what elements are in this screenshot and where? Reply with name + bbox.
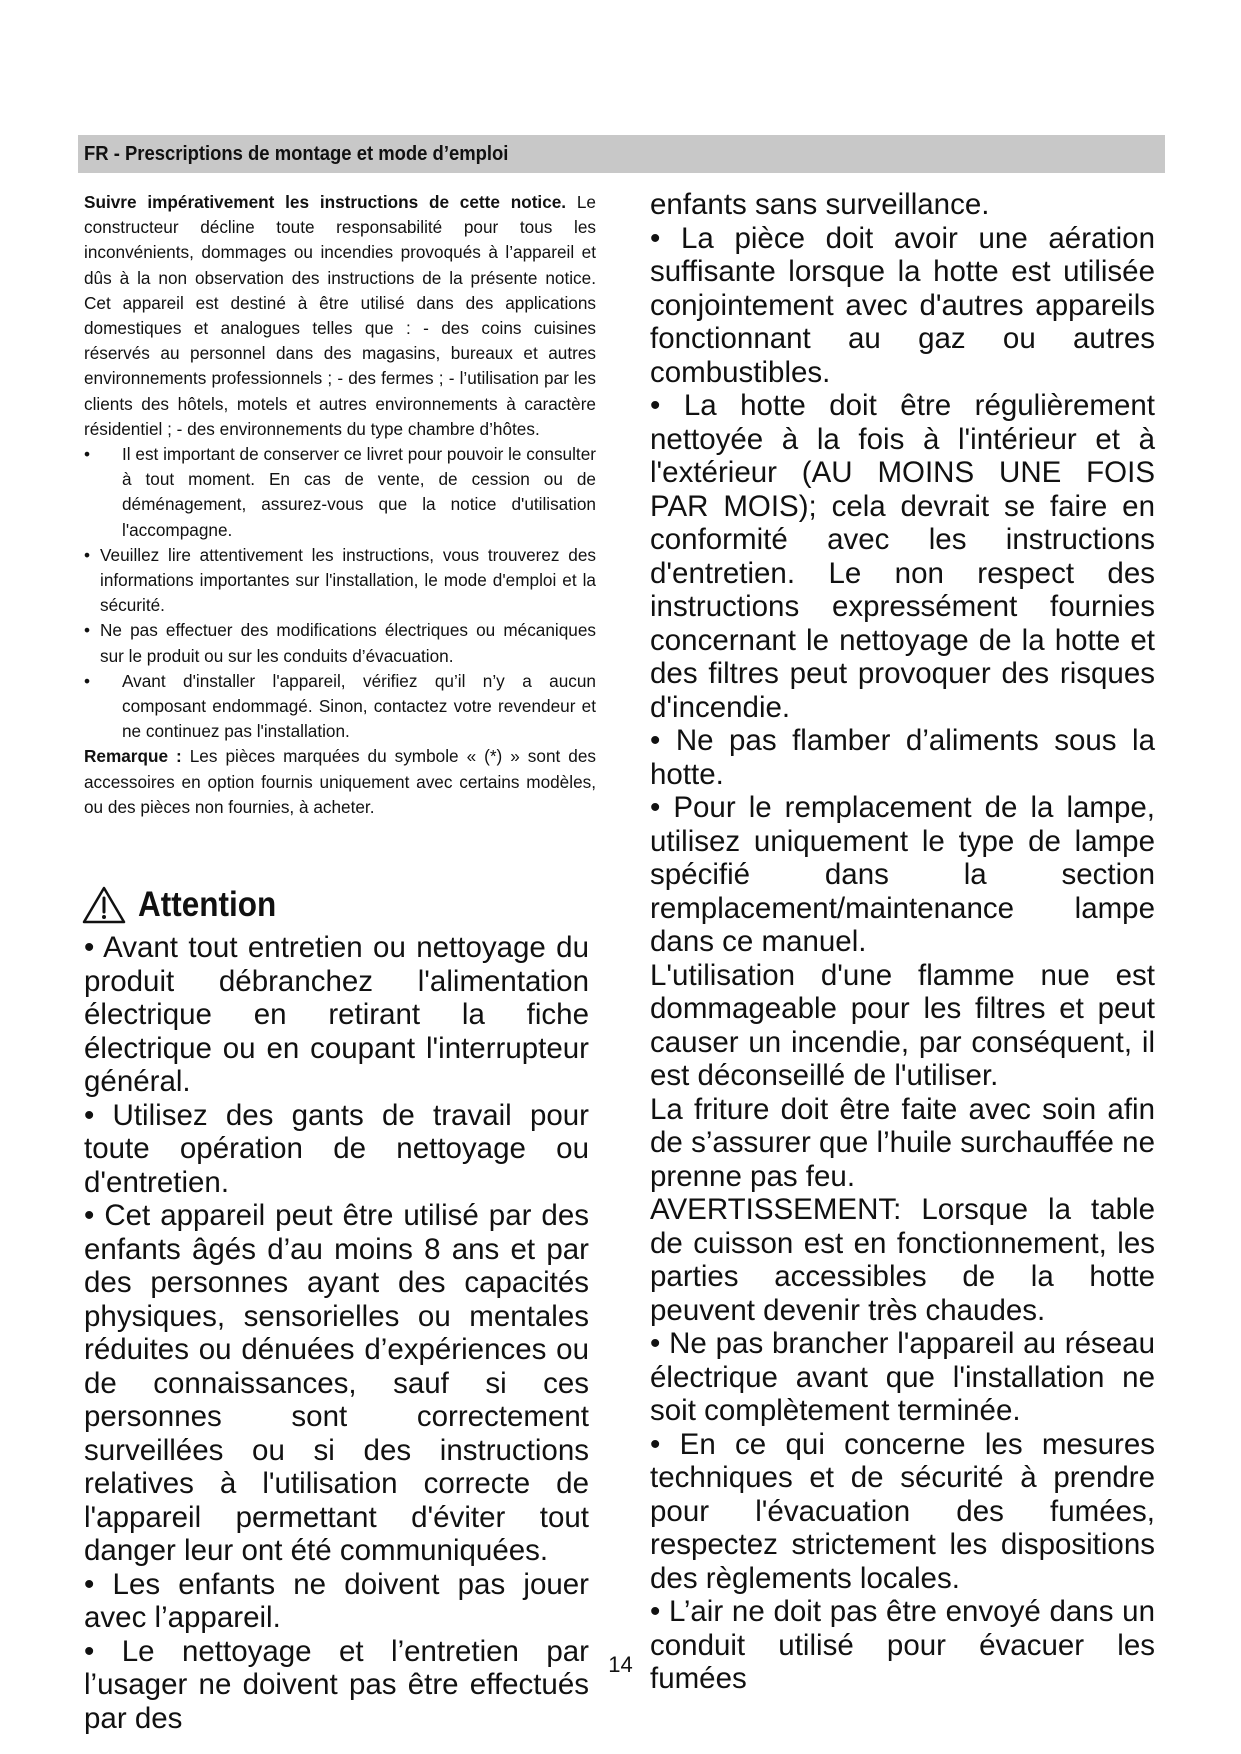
attention-paragraph: • Pour le remplacement de la lampe, utilisez uniquement le type de lampe spécifié dans la section remplacement/maintenance lampe dans ce manuel.	[650, 791, 1155, 958]
bullet-item	[84, 442, 596, 543]
bullet-mark: •	[84, 670, 91, 691]
bullet-mark: •	[84, 620, 91, 641]
bullet-item	[84, 543, 596, 619]
attention-paragraph: • Ne pas flamber d’aliments sous la hotte.	[650, 724, 1155, 791]
attention-paragraph: enfants sans surveillance.	[650, 188, 990, 221]
intro-text: Le constructeur décline toute responsabilité pour tous les inconvénients, dommages ou incendies provoqués à l’appareil et dûs à la non observation des instructions de la présente notice. Cet appareil est destiné à être utilisé dans des applications domestiques et analogues telles que : - des coins cuisines réservés au personnel dans des magasins, bureaux et autres environnements professionnels ; - des fermes ; - l’utilisation par les clients des hôtels, motels et autres environnements à caractère résidentiel ; - des environnements du type chambre d’hôtes.	[84, 192, 596, 439]
remark-label: Remarque :	[84, 746, 182, 767]
remark-paragraph	[84, 744, 596, 820]
attention-paragraph: • Cet appareil peut être utilisé par des enfants âgés d’au moins 8 ans et par des personnes ayant des capacités physiques, sensorielles ou mentales réduites ou dénuées d’expériences ou de connaissances, sauf si ces personnes sont correctement surveillées ou si des instructions relatives à l'utilisation correcte de l'appareil permettant d'éviter tout danger leur ont été communiquées.	[84, 1199, 589, 1567]
attention-paragraph: AVERTISSEMENT: Lorsque la table de cuisson est en fonctionnement, les parties accessibles de la hotte peuvent devenir très chaudes.	[650, 1193, 1155, 1327]
attention-paragraph: • Les enfants ne doivent pas jouer avec l’appareil.	[84, 1567, 589, 1634]
attention-paragraph: L'utilisation d'une flamme nue est dommageable pour les filtres et peut causer un incendie, par conséquent, il est déconseillé de l'utiliser.	[650, 958, 1155, 1092]
attention-paragraph: • En ce qui concerne les mesures techniques et de sécurité à prendre pour l'évacuation des fumées, respectez strictement les dispositions des règlements locales.	[650, 1427, 1155, 1595]
bullet-mark: •	[84, 544, 91, 565]
bullet-text: Avant d'installer l'appareil, vérifiez qu’il n’y a aucun composant endommagé. Sinon, contactez votre revendeur et ne continuez pas l'installation.	[122, 670, 596, 742]
bullet-mark: •	[84, 444, 91, 465]
section-title: FR - Prescriptions de montage et mode d’emploi	[84, 142, 509, 165]
attention-paragraph: • La hotte doit être régulièrement nettoyée à la fois à l'intérieur et à l'extérieur (AU MOINS UNE FOIS PAR MOIS); cela devrait se faire en conformité avec les instructions d'entretien. Le non respect des instructions expressément fournies concernant le nettoyage de la hotte et des filtres peut provoquer des risques d'incendie.	[650, 389, 1155, 724]
attention-title: Attention	[138, 885, 277, 924]
intro-column	[84, 190, 596, 820]
intro-bold: Suivre impérativement les instructions de cette notice.	[84, 192, 567, 212]
attention-paragraph: La friture doit être faite avec soin afin de s’assurer que l’huile surchauffée ne prenne pas feu.	[650, 1092, 1155, 1193]
attention-paragraph: • La pièce doit avoir une aération suffisante lorsque la hotte est utilisée conjointement avec d'autres appareils fonctionnant au gaz ou autres combustibles.	[650, 221, 1155, 389]
page-number: 14	[608, 1652, 633, 1677]
attention-paragraph: • Ne pas brancher l'appareil au réseau électrique avant que l'installation ne soit complètement terminée.	[650, 1327, 1155, 1427]
remark-text: Les pièces marquées du symbole « (*) » sont des accessoires en option fournis uniquement avec certains modèles, ou des pièces non fournies, à acheter.	[84, 746, 596, 817]
bullet-text: Veuillez lire attentivement les instructions, vous trouverez des informations importantes sur l'installation, le mode d'emploi et la sécurité.	[100, 544, 596, 616]
attention-paragraph: • Avant tout entretien ou nettoyage du produit débranchez l'alimentation électrique en retirant la fiche électrique ou en coupant l'interrupteur général.	[84, 931, 589, 1098]
attention-paragraph: • Le nettoyage et l’entretien par l’usager ne doivent pas être effectués par des	[84, 1634, 589, 1735]
bullet-text: Il est important de conserver ce livret pour pouvoir le consulter à tout moment. En cas de vente, de cession ou de déménagement, assurez-vous que la notice d'utilisation l'accompagne.	[122, 444, 596, 540]
bullet-text: Ne pas effectuer des modifications électriques ou mécaniques sur le produit ou sur les conduits d’évacuation.	[100, 620, 596, 666]
intro-paragraph	[84, 190, 596, 442]
section-header	[78, 135, 1165, 173]
warning-triangle-icon	[82, 886, 126, 924]
attention-right-column	[650, 188, 1155, 1696]
attention-paragraph: • L’air ne doit pas être envoyé dans un conduit utilisé pour évacuer les fumées	[650, 1595, 1155, 1695]
bullet-item	[84, 669, 596, 745]
attention-left-column	[84, 931, 589, 1735]
attention-heading	[82, 885, 292, 925]
attention-paragraph: • Utilisez des gants de travail pour toute opération de nettoyage ou d'entretien.	[84, 1098, 589, 1199]
bullet-item	[84, 618, 596, 668]
